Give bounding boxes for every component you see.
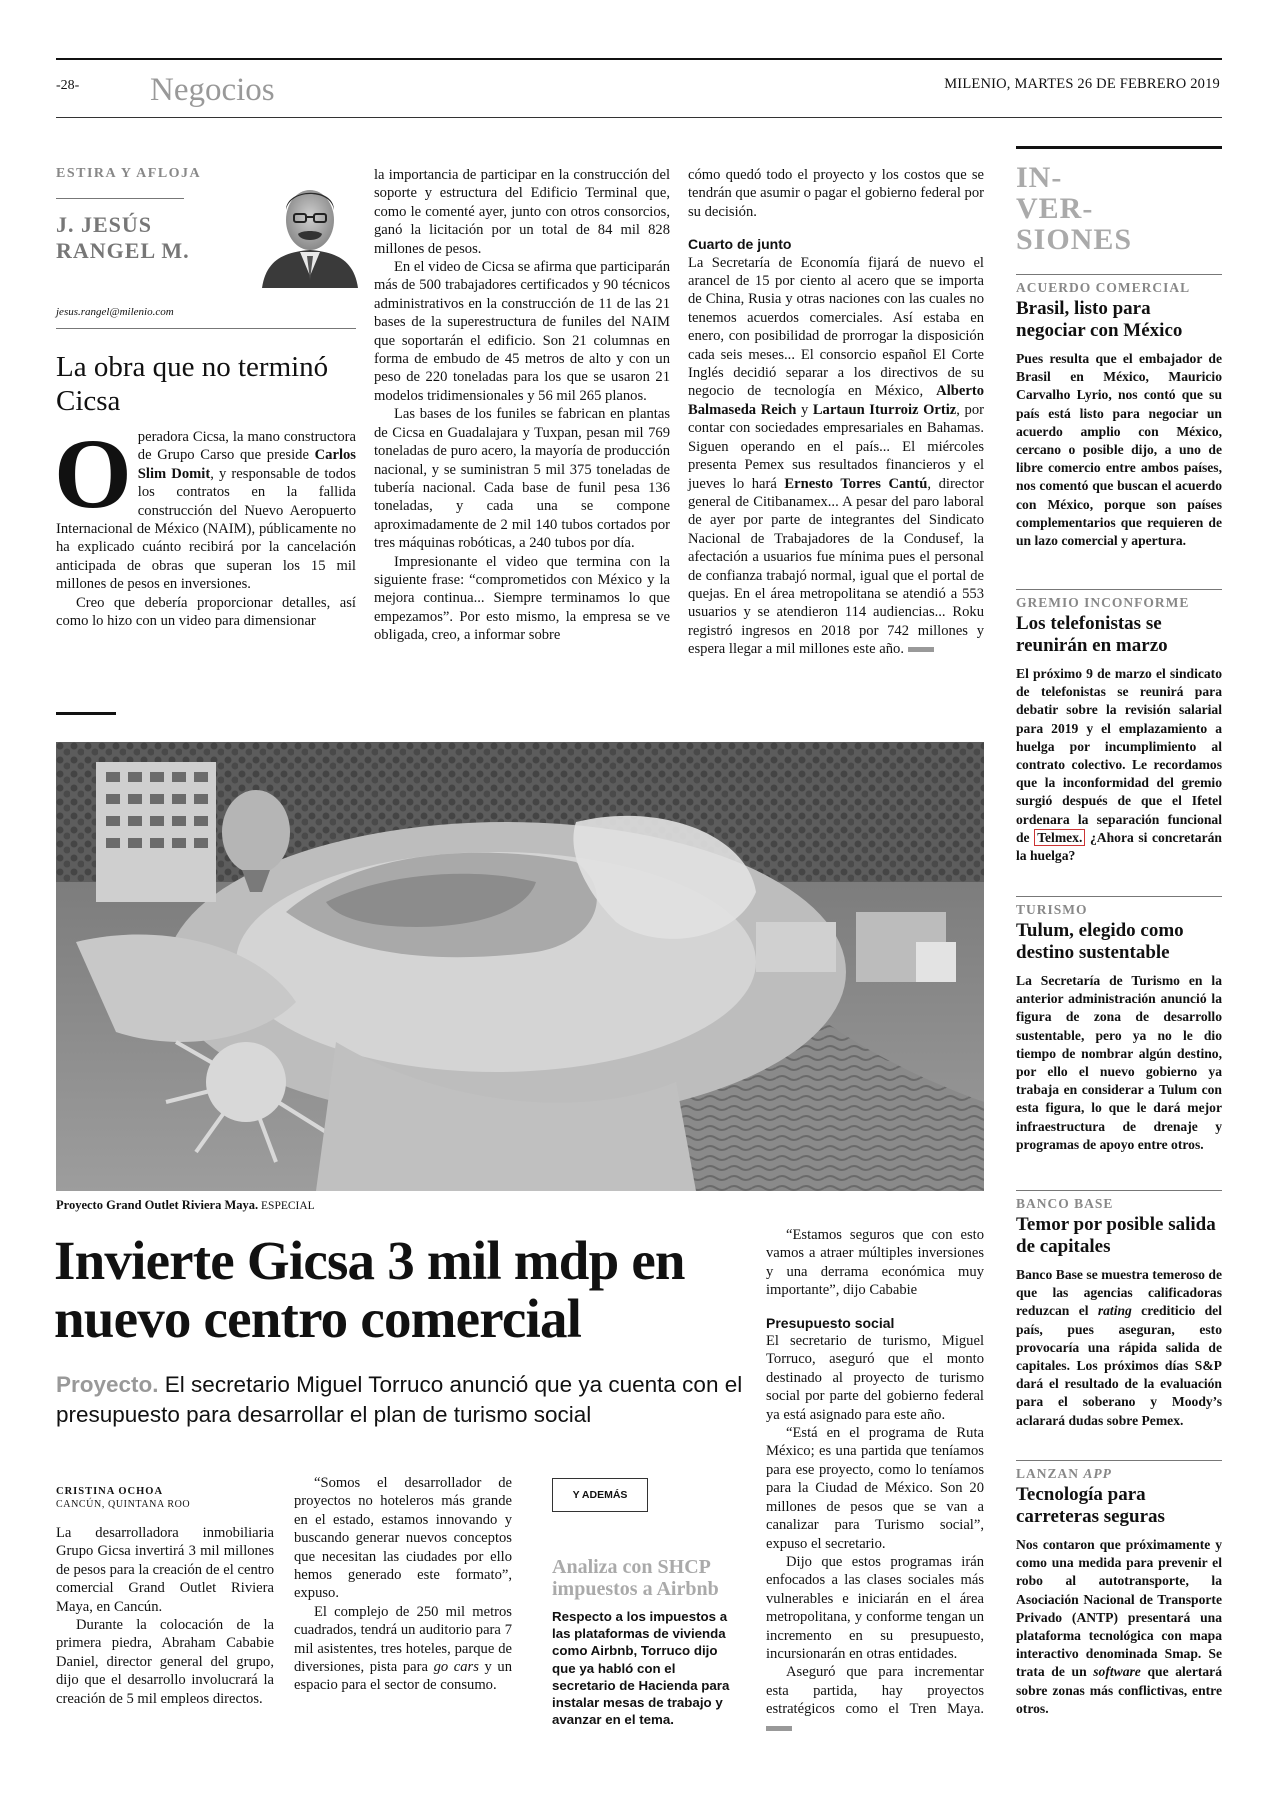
column-subhead: Cuarto de junto	[688, 236, 792, 253]
top-rule	[56, 58, 1222, 60]
page-number: -28-	[56, 78, 80, 93]
article-paragraph: El secretario de turismo, Miguel Torruco, aseguró que el monto destinado al proyecto de turismo social por parte del gobierno federal ya está asignado para este año.	[766, 1333, 984, 1423]
sidebar-body: Pues resulta que el embajador de Brasil en México, Mauricio Carvalho Lyrio, nos contó que su país está listo para negociar un acuerdo amplio con México, cercano o posible dijo, a uno de libre comercio entre ambos países, nos comentó que buscan el acuerdo con México, porque son países complementarios que requieren de un lazo comercial y apertura.	[1016, 351, 1222, 549]
sidebar-item	[1016, 902, 1222, 1154]
sidebar-body: El próximo 9 de marzo el sindicato de telefonistas se reunirá para debatir sobre la revisión salarial para 2019 y el emplazamiento a huelga por incumplimiento al contrato colectivo. Le recordamos que la inconformidad del gremio surgió después de que el Ifetel ordenara la separación funcional de Telmex. ¿Ahora si concretarán la huelga?	[1016, 666, 1222, 864]
column-paragraph: cómo quedó todo el proyecto y los costos que se tendrán que asumir o pagar el gobierno federal por su decisión.	[688, 167, 984, 220]
ademas-body: Respecto a los impuestos a las plataformas de vivienda como Airbnb, Torruco dijo que ya habló con el secretario de Hacienda para instalar mesas de trabajo y avanzar en el tema.	[552, 1609, 730, 1728]
sidebar-body: Nos contaron que próximamente y como una medida para prevenir el robo al autotransporte, la Asociación Nacional de Transporte Privado (ANTP) presentará una plataforma tecnológica con mapa interactivo denominada Smap. Se trata de un software que alertará sobre zonas más conflictivas, entre otros.	[1016, 1537, 1223, 1716]
sidebar-kicker: GREMIO INCONFORME	[1016, 595, 1190, 610]
sidebar-divider	[1016, 1190, 1222, 1191]
column-paragraph: Las bases de los funiles se fabrican en plantas de Cicsa en Guadalajara y Tuxpan, pesan mil 769 toneladas de puro acero, la mayoría de producción nacional, y se suministran 5 mil 375 toneladas de tubería nacional. Cada base de funil pesa 136 toneladas, y cada una se compone aproximadamente de 2 mil 140 tubos cortados por tres máquinas robóticas, a 240 tubos por día.	[374, 406, 670, 552]
article-start-rule	[56, 712, 116, 715]
sidebar-item	[1016, 1196, 1222, 1430]
author-email[interactable]: jesus.rangel@milenio.com	[56, 306, 174, 318]
sidebar-kicker: TURISMO	[1016, 902, 1088, 917]
sidebar-divider	[1016, 1460, 1222, 1461]
article-paragraph: La desarrolladora inmobiliaria Grupo Gicsa invertirá 3 mil millones de pesos para la creación de el centro comercial Grand Outlet Riviera Maya, en Cancún.	[56, 1525, 274, 1615]
author-name	[56, 212, 190, 264]
drop-cap: O	[54, 418, 132, 529]
column-paragraph: Operadora Cicsa, la mano constructora de Grupo Carso que preside Carlos Slim Domit, y responsable de todos los contratos en la fallida construcción del Nuevo Aeropuerto Internacional de México (NAIM), públicamente no ha explicado cuánto recibirá por la cancelación anticipada de obras que superan los 15 mil millones de pesos en inversiones.	[54, 418, 356, 593]
deck-text: El secretario Miguel Torruco anunció que ya cuenta con el presupuesto para desarrollar el plan de turismo social	[56, 1372, 743, 1427]
ademas-title: Analiza con SHCP impuestos a Airbnb	[552, 1556, 719, 1600]
photo-caption	[56, 1198, 315, 1213]
sidebar-kicker: LANZAN APP	[1016, 1466, 1112, 1481]
sidebar-top-rule	[1016, 146, 1222, 149]
sidebar-item	[1016, 1466, 1222, 1718]
sidebar-item	[1016, 595, 1222, 865]
author-line-1: J. JESÚS	[56, 212, 153, 237]
sidebar-headline: Temor por posible salida de capitales	[1016, 1214, 1216, 1257]
sidebar-item	[1016, 280, 1222, 550]
article-paragraph: El complejo de 250 mil metros cuadrados, tendrá un auditorio para 7 mil asistentes, tres hoteles, parque de diversiones, pista para go cars y un espacio para el sector de consumo.	[294, 1603, 512, 1694]
article-headline: Invierte Gicsa 3 mil mdp en nuevo centro comercial	[54, 1230, 685, 1349]
article-paragraph: Aseguró que para incrementar esta partida, hay proyectos estratégicos como el Tren Maya.	[766, 1663, 984, 1737]
column-paragraph: Impresionante el video que termina con la siguiente frase: “comprometidos con México y la mejora continua... Siempre terminamos lo que empezamos”. Por esto mismo, la empresa se ve obligada, creo, a informar sobre	[374, 553, 670, 644]
column-title: La obra que no terminó Cicsa	[56, 351, 329, 417]
sidebar-divider	[1016, 896, 1222, 897]
photo-caption-text: Proyecto Grand Outlet Riviera Maya.	[56, 1198, 259, 1212]
byline-location: CANCÚN, QUINTANA ROO	[56, 1499, 191, 1510]
column-paragraph: En el video de Cicsa se afirma que participarán más de 500 trabajadores certificados y 90 técnicos administrativos en la construcción de 11 de las 21 bases de la superestructura de funiles del NAIM que soportarán el edificio. Son 21 columnas en forma de embudo de 45 metros de alto y con un peso de 220 toneladas para los que se usaron 21 modelos tridimensionales y 56 mil 265 planos.	[374, 259, 670, 404]
photo-credit: ESPECIAL	[258, 1200, 315, 1212]
column-paragraph: La Secretaría de Economía fijará de nuevo el arancel de 15 por ciento al acero que se importa de China, Rusia y otras naciones con las cuales no tenemos acuerdos comerciales. Así estaba en enero, con posibilidad de prorrogar la disposición cada seis meses... El consorcio español El Corte Inglés decidió separar a los directivos de su negocio de tecnología en México, Alberto Balmaseda Reich y Lartaun Iturroiz Ortiz, por contar con sociedades empresariales en Bahamas. Siguen operando en el país... El miércoles presenta Pemex sus resultados financieros y el jueves lo hará Ernesto Torres Cantú, director general de Citibanamex... A pesar del paro laboral de ayer por parte de integrantes del Sindicato Nacional de Trabajadores de la Condusef, la afectación a usuarios fue mínima pues el personal de confianza trabajó normal, igual que el portal de quejas. En el área metropolitana se atendió a 553 usuarios y se atendieron 114 audiencias... Roku registró ingresos en 2018 por 742 millones y espera llegar a mil millones este año.	[688, 254, 984, 658]
ademas-box: Y ADEMÁS	[552, 1478, 648, 1512]
sidebar-body: La Secretaría de Turismo en la anterior administración anunció la figura de zona de desarrollo sustentable, pero ya no le dio tiempo de nombrar algún destino, por ello el nuevo gobierno ya trabaja en considerar a Tulum con esta figura, lo que le dará mejor infraestructura de drenaje y programas de apoyo entre otros.	[1016, 973, 1222, 1152]
sidebar-divider	[1016, 274, 1222, 275]
article-photo	[56, 742, 984, 1191]
sidebar-headline: Los telefonistas se reunirán en marzo	[1016, 613, 1168, 656]
end-mark	[908, 647, 934, 652]
article-paragraph: “Está en el programa de Ruta México; es una partida que teníamos para ese proyecto, como lo teníamos para la Ciudad de México. Son 20 millones de pesos que se van a canalizar para Turismo social”, expuso el secretario.	[766, 1425, 984, 1552]
column-divider	[56, 198, 184, 199]
byline: CRISTINA OCHOA	[56, 1486, 164, 1497]
sidebar-kicker: BANCO BASE	[1016, 1196, 1114, 1211]
telmex-boxed: Telmex.	[1034, 829, 1085, 846]
email-divider	[56, 328, 356, 329]
article-paragraph: “Somos el desarrollador de proyectos no hoteleros más grande en el estado, estamos innovando y buscando generar nuevos conceptos que necesitan las ciudades por ello hemos generado este formato”, expuso.	[294, 1475, 512, 1602]
author-portrait	[254, 176, 366, 288]
sidebar-headline: Brasil, listo para negociar con México	[1016, 298, 1183, 341]
column-body-col2	[374, 166, 670, 645]
sidebar-headline: Tecnología para carreteras seguras	[1016, 1484, 1165, 1527]
header-bottom-rule	[56, 117, 1222, 118]
article-paragraph: Durante la colocación de la primera piedra, Abraham Cababie Daniel, director general del grupo, dijo que el desarrollo involucrará la creación de 5 mil empleos directos.	[56, 1617, 274, 1707]
deck-label: Proyecto.	[56, 1372, 159, 1397]
article-subhead: Presupuesto social	[766, 1314, 895, 1331]
sidebar-headline: Tulum, elegido como destino sustentable	[1016, 920, 1184, 963]
article-paragraph: “Estamos seguros que con esto vamos a atraer múltiples inversiones y una derrama económica muy importante”, dijo Cababie	[766, 1227, 984, 1299]
column-name: ESTIRA Y AFLOJA	[56, 166, 202, 181]
article-col2	[294, 1474, 512, 1695]
sidebar-divider	[1016, 589, 1222, 590]
article-paragraph: Dijo que estos programas irán enfocados a las clases sociales más vulnerables e iniciarán en el área metropolitana, y conforme tengan un incremento en su presupuesto, incursionarán en otras entidades.	[766, 1553, 984, 1662]
column-body-col1	[54, 418, 356, 630]
column-paragraph: Creo que debería proporcionar detalles, así como lo hizo con un video para dimensionar	[56, 594, 356, 630]
dateline: MILENIO, MARTES 26 DE FEBRERO 2019	[944, 76, 1220, 92]
sidebar-kicker: ACUERDO COMERCIAL	[1016, 280, 1191, 295]
author-line-2: RANGEL M.	[56, 238, 190, 263]
sidebar-body: Banco Base se muestra temeroso de que las agencias calificadoras reduzcan el rating crediticio del país, pues aseguran, esto provocaría una rápida salida de capitales. Los próximos días S&P dará el resultado de la evaluación para el soberano y Moody’s aclarará dudas sobre Pemex.	[1016, 1267, 1222, 1428]
article-deck	[56, 1370, 756, 1430]
article-col4	[766, 1226, 984, 1737]
column-body-col3	[688, 166, 984, 659]
sidebar-title: IN- VER- SIONES	[1016, 161, 1133, 256]
section-name: Negocios	[150, 72, 275, 108]
end-mark	[766, 1726, 792, 1731]
article-col1	[56, 1524, 274, 1708]
column-paragraph: la importancia de participar en la construcción del soporte y estructura del Edificio Terminal que, como le comenté ayer, junto con otros consorcios, ganó la licitación por un total de 84 mil 828 millones de pesos.	[374, 167, 670, 257]
